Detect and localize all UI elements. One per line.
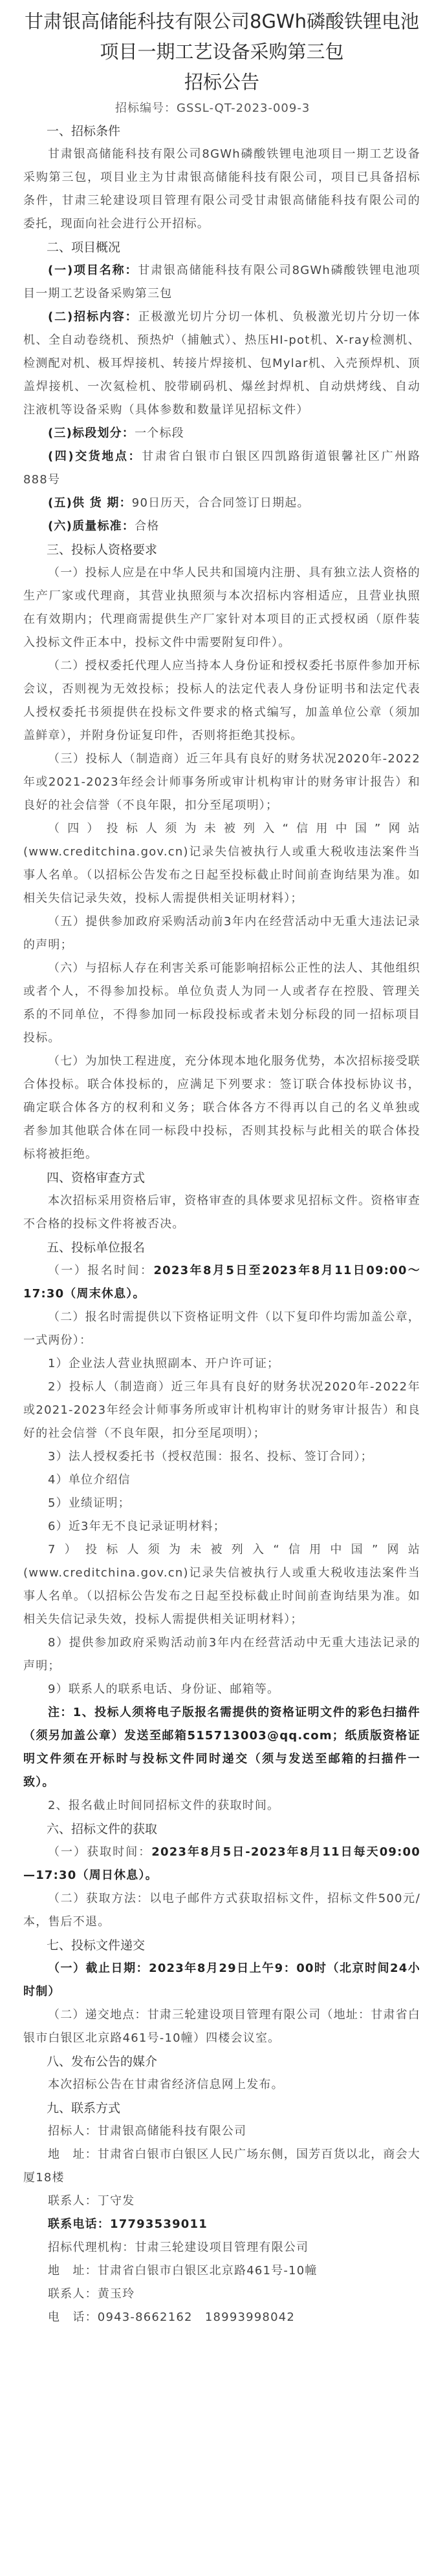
section-8-heading: 八、发布公告的媒介 xyxy=(47,2055,158,2069)
contact-line: 联系电话：17793539011 xyxy=(48,2217,208,2231)
document-method: （二）获取方法：以电子邮件方式获取招标文件，招标文件500元/本，售后不退。 xyxy=(23,1892,420,1929)
project-name: (一)项目名称：甘肃银高储能科技有限公司8GWh磷酸铁锂电池项目一期工艺设备采购第三包 xyxy=(23,264,420,300)
section-1-text: 甘肃银高储能科技有限公司8GWh磷酸铁锂电池项目一期工艺设备采购第三包，项目业主为甘肃银高储能科技有限公司，项目已具备招标条件，甘肃三轮建设项目管理有限公司受甘肃银高储能科技有限公司的委托，现面向社会进行公开招标。 xyxy=(23,147,420,231)
tender-code xyxy=(23,98,420,120)
contact-line: 地 址：甘肃省白银市白银区北京路461号-10幢 xyxy=(48,2264,318,2278)
tender-code-label: 招标编号： xyxy=(115,101,177,115)
doc-item: 8）提供参加政府采购活动前3年内在经营活动中无重大违法记录的声明； xyxy=(23,1636,420,1673)
doc-item: 2）投标人（制造商）近三年具有良好的财务状况2020年-2022年或2021-2023年经会计师事务所或审计机构审计的财务审计报告）和良好的社会信誉（不良年限，扣分至尾项明）； xyxy=(23,1380,420,1440)
tender-code-value: GSSL-QT-2023-009-3 xyxy=(177,101,310,115)
section-8-text: 本次招标公告在甘肃省经济信息网上发布。 xyxy=(48,2078,284,2091)
doc-item: 4）单位介绍信 xyxy=(48,1473,131,1487)
section-7-heading: 七、投标文件递交 xyxy=(47,1938,146,1953)
quality-standard: (六)质量标准：合格 xyxy=(48,519,160,533)
doc-item: 6）近3年无不良记录证明材料； xyxy=(48,1520,226,1533)
section-6-heading: 六、招标文件的获取 xyxy=(47,1822,158,1836)
submission-location: （二）递交地点：甘肃三轮建设项目管理有限公司（地址：甘肃省白银市白银区北京路461号-10幢）四楼会议室。 xyxy=(23,2008,420,2045)
registration-docs: （二）报名时需提供以下资格证明文件（以下复印件均需加盖公章，一式两份）： xyxy=(23,1310,420,1347)
section-5-heading: 五、投标单位报名 xyxy=(47,1241,146,1255)
section-2-heading: 二、项目概况 xyxy=(47,240,121,255)
requirement-2: （二）授权委托代理人应当持本人身份证和授权委托书原件参加开标会议，否则视为无效投标；投标人的法定代表人身份证明书和法定代表人授权委托书须提供在投标文件要求的格式编写，加盖单位公章（须加盖鲜章），并附身份证复印件，否则将拒绝其投标。 xyxy=(23,659,420,742)
contact-line: 电 话：0943-8662162 18993998042 xyxy=(48,2310,296,2324)
contact-line: 地 址：甘肃省白银市白银区人民广场东侧，国芳百货以北，商会大厦18楼 xyxy=(23,2148,420,2184)
requirement-7: （七）为加快工程进度，充分体现本地化服务优势，本次招标接受联合体投标。联合体投标的，应满足下列要求：签订联合体投标协议书，确定联合体各方的权利和义务；联合体各方不得再以自己的名义单独或者参加其他联合体在同一标段中投标，否则其投标与此相关的联合体投标将被拒绝。 xyxy=(23,1054,420,1161)
contact-line: 联系人：丁守发 xyxy=(48,2194,135,2208)
doc-item: 3）法人授权委托书（授权范围：报名、投标、签订合同）； xyxy=(48,1450,373,1463)
requirement-6: （六）与招标人存在利害关系可能影响招标公正性的法人、其他组织或者个人，不得参加投标。单位负责人为同一人或者存在控股、管理关系的不同单位，不得参加同一标段投标或者未划分标段的同一招标项目投标。 xyxy=(23,961,420,1045)
section-4-heading: 四、资格审查方式 xyxy=(47,1171,146,1185)
section-3-heading: 三、投标人资格要求 xyxy=(47,543,158,557)
requirement-5: （五）提供参加政府采购活动前3年内在经营活动中无重大违法记录的声明； xyxy=(23,915,420,952)
requirement-3: （三）投标人（制造商）近三年具有良好的财务状况2020年-2022年或2021-2023年经会计师事务所或审计机构审计的财务审计报告）和良好的社会信誉（不良年限，扣分至尾项明）； xyxy=(23,752,420,812)
contact-line: 招标代理机构：甘肃三轮建设项目管理有限公司 xyxy=(48,2241,309,2254)
section-4-text: 本次招标采用资格后审，资格审查的具体要求见招标文件。资格审查不合格的投标文件将被否决。 xyxy=(23,1194,420,1231)
contact-line: 招标人：甘肃银高储能科技有限公司 xyxy=(48,2124,247,2138)
registration-note: 注：1、投标人须将电子版报名需提供的资格证明文件的彩色扫描件（须另加盖公章）发送至邮箱515713003@qq.com；纸质版资格证明文件须在开标时与投标文件同时递交（须与发送至邮箱的扫描件一致）。 xyxy=(23,1706,420,1789)
tender-content: (二)招标内容：正极激光切片分切一体机、负极激光切片分切一体机、全自动卷绕机、预热炉（捕触式）、热压HI-pot机、X-ray检测机、检测配对机、极耳焊接机、转接片焊接机、包Mylar机、入壳预焊机、顶盖焊接机、一次氦检机、胶带刷码机、爆丝封焊机、自动烘烤线、自动注液机等设备采购（具体参数和数量详见招标文件） xyxy=(23,310,420,417)
lot-division: (三)标段划分：一个标段 xyxy=(48,426,184,440)
doc-item: 9）联系人的联系电话、身份证、邮箱等。 xyxy=(48,1682,280,1696)
registration-note-2: 2、报名截止时间同招标文件的获取时间。 xyxy=(48,1799,280,1812)
deadline: （一）截止日期：2023年8月29日上午9：00时（北京时间24小时制） xyxy=(23,1962,420,1998)
section-9-heading: 九、联系方式 xyxy=(47,2101,121,2115)
page-title: 甘肃银高储能科技有限公司8GWh磷酸铁锂电池 xyxy=(25,10,419,32)
delivery-location: (四)交货地点：甘肃省白银市白银区四凯路街道银馨社区广州路 888号 xyxy=(23,450,420,487)
doc-item: 5）业绩证明； xyxy=(48,1496,131,1510)
delivery-period: (五)供 货 期：90日历天，合合同签订日期起。 xyxy=(48,496,310,510)
doc-item: 7）投标人须为未被列入“信用中国”网站(www.creditchina.gov.cn)记录失信被执行人或重大税收违法案件当事人名单。（以招标公告发布之日起至投标截止时间前查询结果为准。如相关失信记录失效，投标人需提供相关证明材料）； xyxy=(23,1543,420,1626)
section-1-heading: 一、招标条件 xyxy=(47,124,121,138)
doc-item: 1）企业法人营业执照副本、开户许可证； xyxy=(48,1357,280,1370)
registration-time: （一）报名时间：2023年8月5日至2023年8月11日09:00～17:30（周末休息）。 xyxy=(23,1264,420,1301)
page-title-line3: 招标公告 xyxy=(184,71,259,93)
contact-line: 联系人：黄玉玲 xyxy=(48,2287,135,2301)
requirement-1: （一）投标人应是在中华人民共和国境内注册、具有独立法人资格的生产厂家或代理商，其营业执照须与本次招标内容相适应，且营业执照在有效期内；代理商需提供生产厂家针对本项目的正式授权函（原件装入投标文件正本中，投标文件中需要附复印件）。 xyxy=(23,566,420,649)
page-title-line2: 项目一期工艺设备采购第三包 xyxy=(100,41,344,63)
requirement-4: （四）投标人须为未被列入“信用中国”网站(www.creditchina.gov.cn)记录失信被执行人或重大税收违法案件当事人名单。（以招标公告发布之日起至投标截止时间前查询结果为准。如相关失信记录失效，投标人需提供相关证明材料）； xyxy=(23,822,420,905)
document-time: （一）获取时间：2023年8月5日-2023年8月11日每天09:00—17:30（周日休息）。 xyxy=(23,1845,420,1882)
